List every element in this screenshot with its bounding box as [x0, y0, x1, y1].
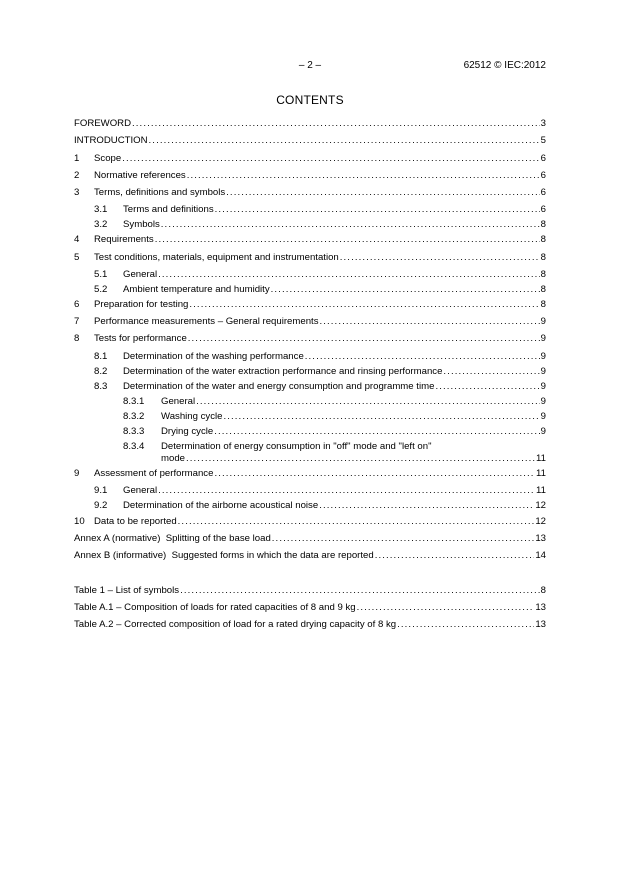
toc-entry-8[interactable]: [74, 333, 546, 345]
toc-entry-8-3-2[interactable]: [123, 411, 546, 423]
toc-label: Determination of the water and energy consumption and programme time: [123, 381, 435, 392]
toc-label: Normative references: [94, 170, 186, 181]
toc-entry-10[interactable]: [74, 516, 546, 528]
toc-page: 11: [536, 485, 546, 496]
leader-dots: [305, 351, 540, 363]
toc-entry-7[interactable]: [74, 316, 546, 328]
toc-page: 14: [535, 550, 546, 561]
toc-number: 3.2: [94, 219, 108, 230]
toc-entry-2[interactable]: [74, 170, 546, 182]
toc-page: 9: [540, 411, 546, 422]
toc-entry-annex-b[interactable]: [74, 550, 546, 562]
toc-number: 8.3.3: [123, 426, 145, 437]
toc-number: 8.2: [94, 366, 108, 377]
table-list-entry-1[interactable]: [74, 585, 546, 597]
toc-label: Terms and definitions: [123, 204, 214, 215]
toc-page: 6: [540, 170, 546, 181]
toc-entry-8-1[interactable]: [94, 351, 546, 363]
toc-page: 5: [540, 135, 546, 146]
toc-label: Symbols: [123, 219, 160, 230]
toc-entry-8-3-3[interactable]: [123, 426, 546, 438]
leader-dots: [397, 619, 534, 631]
toc-entry-5-2[interactable]: [94, 284, 546, 296]
toc-label: Annex B (informative) Suggested forms in which the data are reported: [74, 550, 374, 561]
toc-number: 9.1: [94, 485, 108, 496]
toc-label: Ambient temperature and humidity: [123, 284, 270, 295]
leader-dots: [155, 234, 540, 246]
toc-entry-6[interactable]: [74, 299, 546, 311]
leader-dots: [226, 187, 539, 199]
toc-page: 9: [540, 333, 546, 344]
leader-dots: [340, 252, 540, 264]
toc-number: 8.3: [94, 381, 108, 392]
toc-number: 8.3.2: [123, 411, 145, 422]
toc-page: 8: [540, 252, 546, 263]
toc-number: 8.1: [94, 351, 108, 362]
toc-number: 5.1: [94, 269, 108, 280]
toc-entry-3-1[interactable]: [94, 204, 546, 216]
toc-label: Drying cycle: [161, 426, 214, 437]
toc-label: Annex A (normative) Splitting of the base load: [74, 533, 271, 544]
toc-label: General: [161, 396, 196, 407]
leader-dots: [122, 153, 539, 165]
toc-entry-annex-a[interactable]: [74, 533, 546, 545]
toc-label: Tests for performance: [94, 333, 187, 344]
leader-dots: [186, 453, 535, 465]
leader-dots: [187, 170, 540, 182]
leader-dots: [224, 411, 540, 423]
toc-page: 8: [540, 299, 546, 310]
toc-page: 6: [540, 204, 546, 215]
toc-page: 9: [540, 316, 546, 327]
leader-dots: [196, 396, 540, 408]
toc-page: 8: [540, 269, 546, 280]
toc-entry-foreword[interactable]: [74, 118, 546, 130]
toc-label: Terms, definitions and symbols: [94, 187, 226, 198]
toc-label-line1: Determination of energy consumption in "off" mode and "left on": [161, 441, 432, 452]
leader-dots: [443, 366, 539, 378]
toc-number: 8: [74, 333, 80, 344]
leader-dots: [357, 602, 535, 614]
toc-number: 8.3.1: [123, 396, 145, 407]
toc-label: Performance measurements – General requirements: [94, 316, 319, 327]
toc-label: Requirements: [94, 234, 154, 245]
toc-entry-8-2[interactable]: [94, 366, 546, 378]
leader-dots: [189, 299, 539, 311]
toc-page: 12: [535, 500, 546, 511]
toc-entry-1[interactable]: [74, 153, 546, 165]
table-list-label: Table 1 – List of symbols: [74, 585, 180, 596]
toc-number: 3.1: [94, 204, 108, 215]
toc-label: Determination of the washing performance: [123, 351, 304, 362]
leader-dots: [435, 381, 539, 393]
toc-page: 3: [540, 118, 546, 129]
table-list-label: Table A.1 – Composition of loads for rated capacities of 8 and 9 kg: [74, 602, 356, 613]
toc-page: 8: [540, 219, 546, 230]
toc-page: 9: [540, 426, 546, 437]
toc-entry-8-3-4-line1[interactable]: [123, 441, 546, 453]
leader-dots: [178, 516, 535, 528]
toc-entry-5[interactable]: [74, 252, 546, 264]
toc-label: Scope: [94, 153, 122, 164]
toc-page: 12: [535, 516, 546, 527]
toc-entry-3-2[interactable]: [94, 219, 546, 231]
toc-label: Test conditions, materials, equipment and instrumentation: [94, 252, 339, 263]
toc-number: 5: [74, 252, 80, 263]
leader-dots: [132, 118, 540, 130]
leader-dots: [214, 426, 539, 438]
table-list-page: 8: [540, 585, 546, 596]
leader-dots: [375, 550, 535, 562]
leader-dots: [180, 585, 540, 597]
toc-entry-9[interactable]: [74, 468, 546, 480]
toc-page: 8: [540, 234, 546, 245]
leader-dots: [319, 500, 534, 512]
toc-number: 7: [74, 316, 80, 327]
toc-label: Washing cycle: [161, 411, 223, 422]
toc-number: 10: [74, 516, 85, 527]
table-list-page: 13: [535, 619, 546, 630]
toc-entry-9-2[interactable]: [94, 500, 546, 512]
toc-entry-3[interactable]: [74, 187, 546, 199]
leader-dots: [158, 269, 540, 281]
toc-number: 1: [74, 153, 80, 164]
toc-entry-introduction[interactable]: [74, 135, 546, 147]
leader-dots: [161, 219, 540, 231]
leader-dots: [149, 135, 540, 147]
toc-entry-8-3-4[interactable]: [161, 453, 546, 465]
toc-label: Assessment of performance: [94, 468, 214, 479]
leader-dots: [272, 533, 535, 545]
toc-label: Determination of the water extraction performance and rinsing performance: [123, 366, 443, 377]
toc-number: 5.2: [94, 284, 108, 295]
leader-dots: [320, 316, 540, 328]
leader-dots: [158, 485, 535, 497]
toc-page: 9: [540, 351, 546, 362]
toc-number: 8.3.4: [123, 441, 145, 452]
toc-page: 11: [536, 453, 546, 464]
contents-title: CONTENTS: [276, 93, 344, 107]
toc-entry-8-3-1[interactable]: [123, 396, 546, 408]
toc-page: 13: [535, 533, 546, 544]
page-number: – 2 –: [298, 60, 322, 71]
toc-number: 9.2: [94, 500, 108, 511]
toc-number: 4: [74, 234, 80, 245]
table-list-entry-a1[interactable]: [74, 602, 546, 614]
table-list-page: 13: [535, 602, 546, 613]
toc-page: 9: [540, 396, 546, 407]
leader-dots: [188, 333, 540, 345]
toc-number: 2: [74, 170, 80, 181]
toc-page: 9: [540, 381, 546, 392]
toc-label: mode: [161, 453, 185, 464]
toc-page: 6: [540, 153, 546, 164]
toc-page: 9: [540, 366, 546, 377]
toc-label: General: [123, 269, 158, 280]
table-list-label: Table A.2 – Corrected composition of load for a rated drying capacity of 8 kg: [74, 619, 397, 630]
toc-entry-4[interactable]: [74, 234, 546, 246]
toc-label: Data to be reported: [94, 516, 177, 527]
toc-page: 6: [540, 187, 546, 198]
toc-number: 9: [74, 468, 80, 479]
leader-dots: [214, 468, 535, 480]
leader-dots: [271, 284, 540, 296]
toc-page: 8: [540, 284, 546, 295]
toc-label: Preparation for testing: [94, 299, 189, 310]
toc-number: 3: [74, 187, 80, 198]
toc-label: General: [123, 485, 158, 496]
toc-entry-5-1[interactable]: [94, 269, 546, 281]
toc-label: Determination of the airborne acoustical noise: [123, 500, 319, 511]
table-list-entry-a2[interactable]: [74, 619, 546, 631]
toc-label: FOREWORD: [74, 118, 132, 129]
toc-page: 11: [536, 468, 546, 479]
document-reference: 62512 © IEC:2012: [463, 60, 546, 71]
toc-number: 6: [74, 299, 80, 310]
leader-dots: [215, 204, 540, 216]
toc-entry-8-3[interactable]: [94, 381, 546, 393]
toc-label: INTRODUCTION: [74, 135, 148, 146]
toc-entry-9-1[interactable]: [94, 485, 546, 497]
